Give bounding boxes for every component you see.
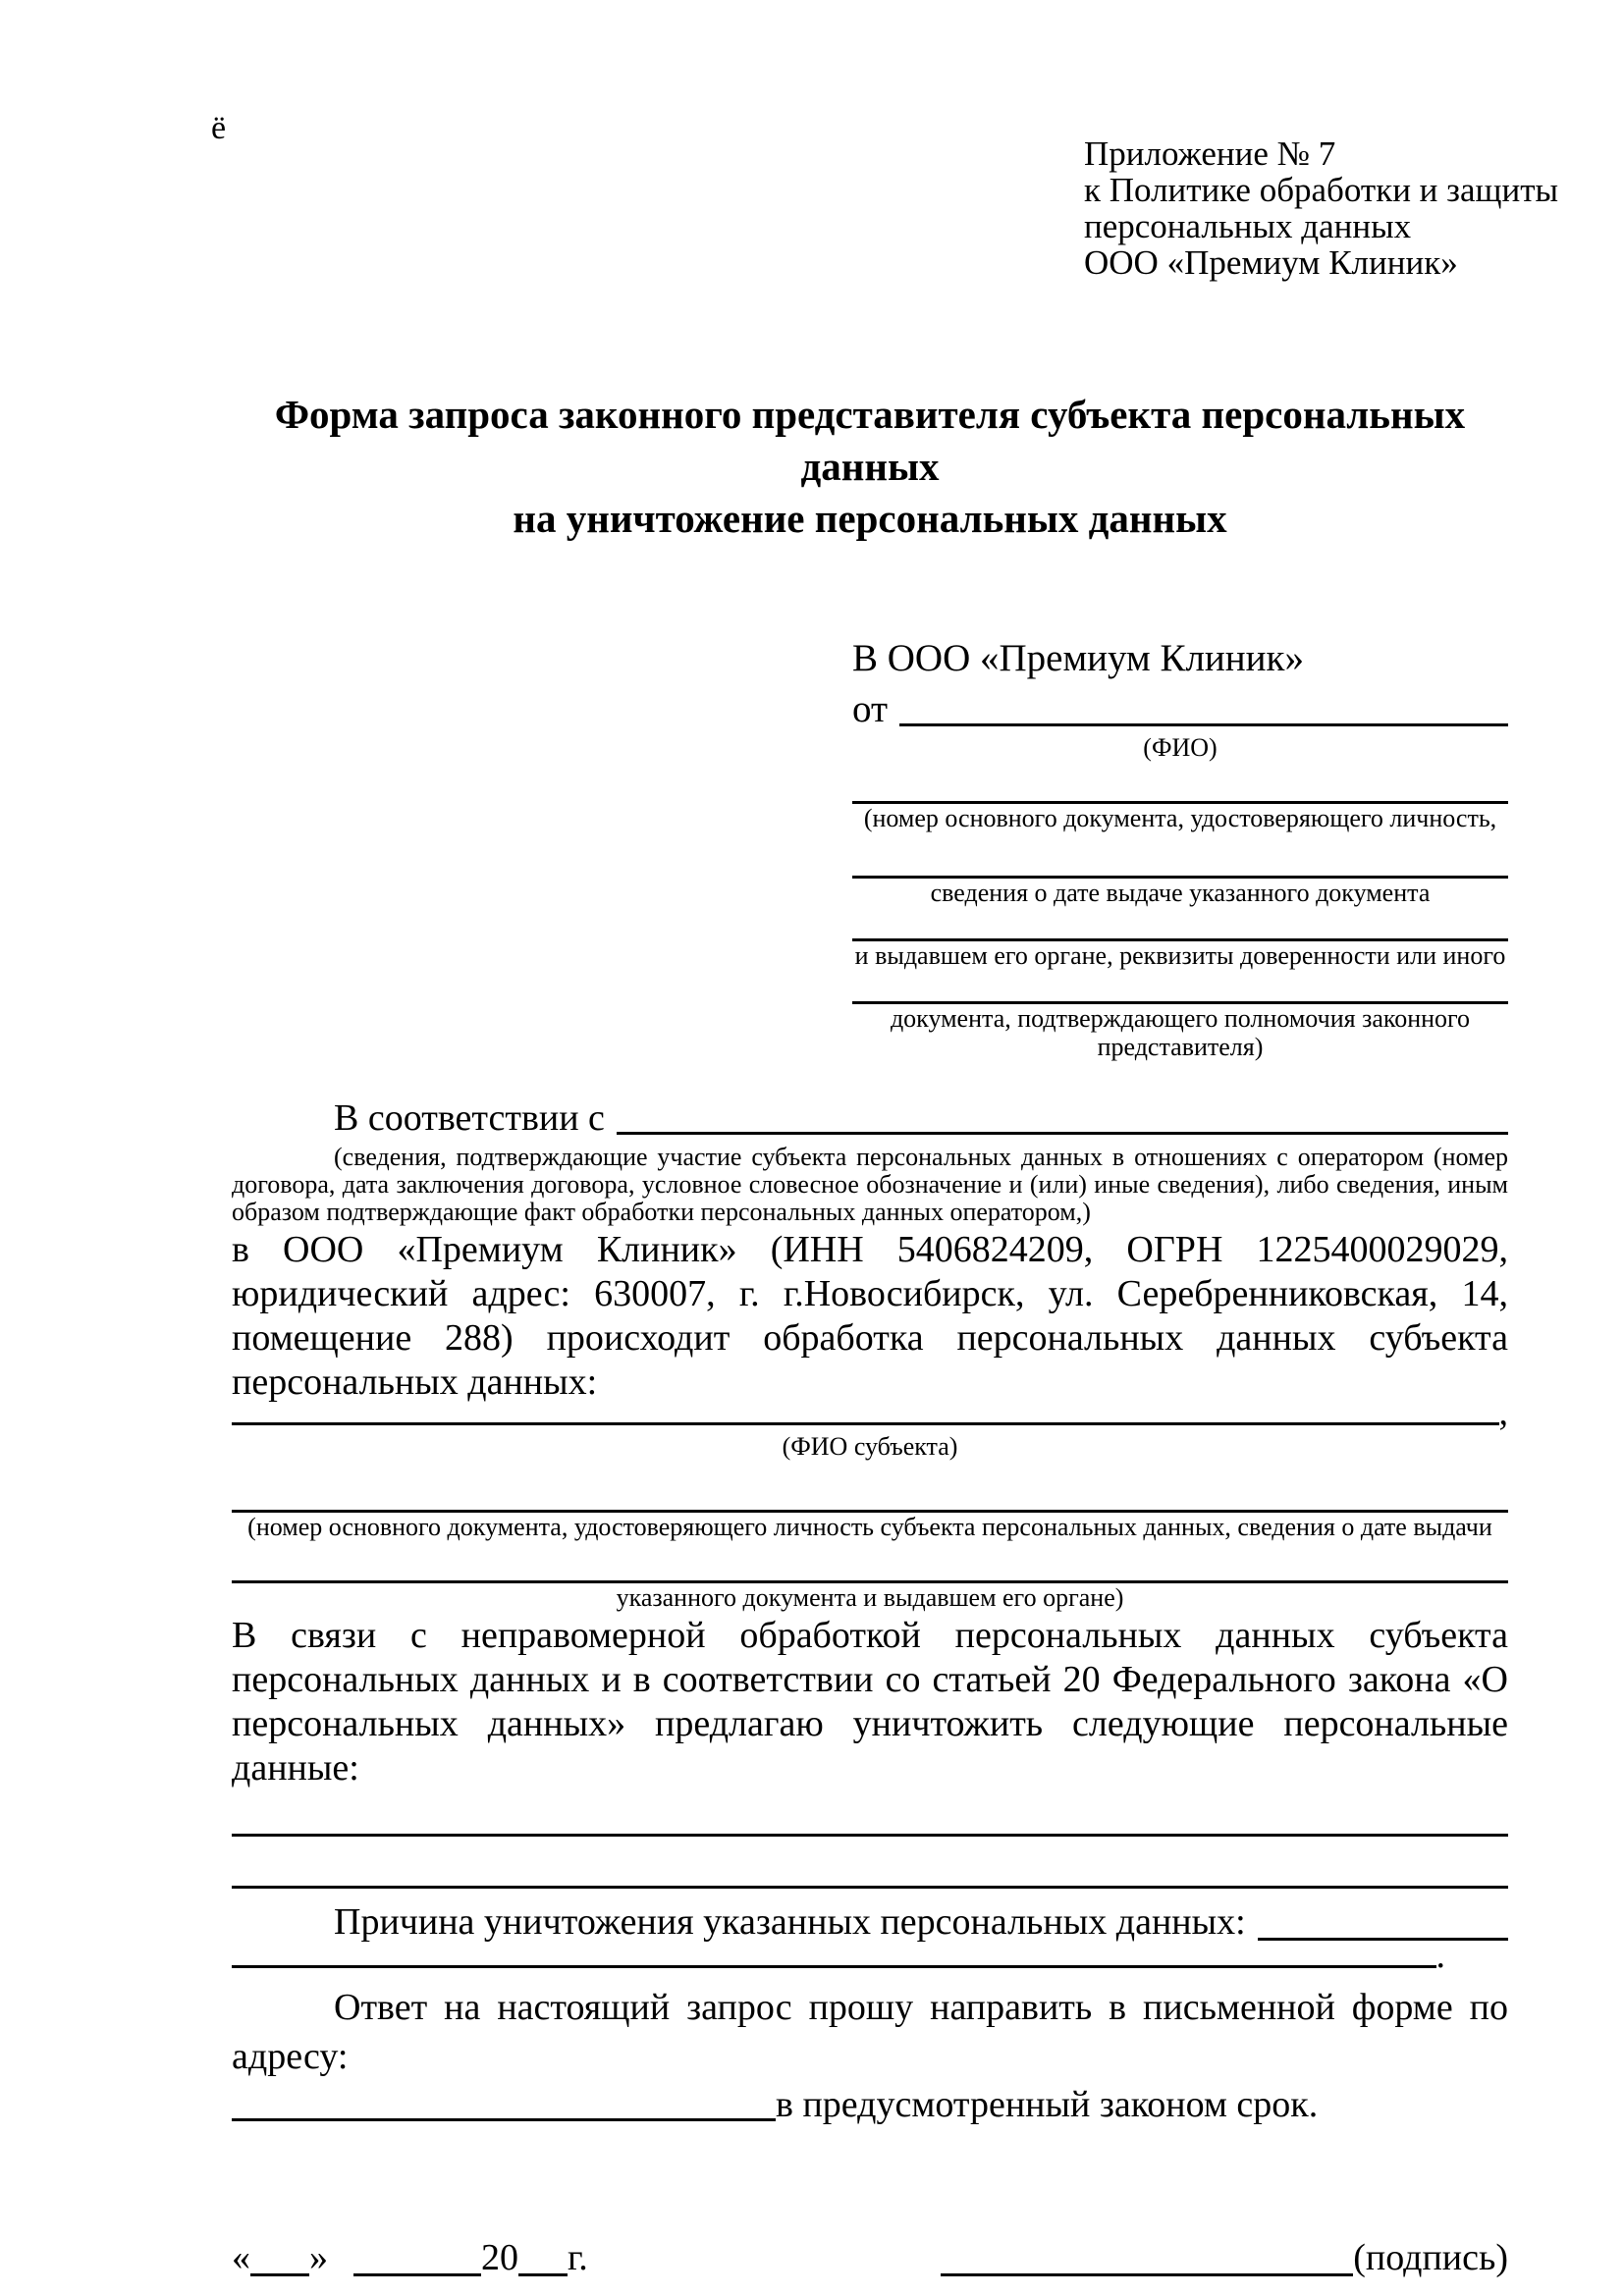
appendix-line-2: к Политике обработки и защиты <box>1084 171 1559 209</box>
signature-row <box>232 2234 1508 2281</box>
signature-blank-line <box>941 2244 1353 2276</box>
representative-doc-number-blank-line <box>852 762 1508 804</box>
trailing-comma: , <box>1498 1392 1508 1433</box>
accordance-row <box>232 1095 1508 1142</box>
caption-subject-fio: (ФИО субъекта) <box>782 1432 958 1461</box>
form-title <box>232 389 1508 545</box>
addressee-block <box>852 635 1508 1061</box>
form-title-line2: на уничтожение персональных данных <box>513 496 1227 541</box>
reply-address-row <box>232 2081 1508 2128</box>
caption-subject-doc-issuer: указанного документа и выдавшем его органе) <box>616 1583 1124 1612</box>
appendix-line-1: Приложение № 7 <box>1084 134 1336 173</box>
date-field <box>232 2234 588 2281</box>
date-open-quote: « <box>232 2237 250 2278</box>
data-to-destroy-blank-line-2 <box>232 1837 1508 1889</box>
data-to-destroy-blank-line-1 <box>232 1790 1508 1837</box>
subject-name-blank-line <box>232 1422 1499 1425</box>
caption-power-of-attorney: документа, подтверждающего полномочия законного представителя) <box>890 1004 1471 1061</box>
date-close-quote: » <box>309 2237 328 2278</box>
from-row <box>852 686 1508 733</box>
reason-row <box>232 1896 1508 1948</box>
reply-paragraph: Ответ на настоящий запрос прошу направить в письменной форме по адресу: <box>232 1987 1508 2077</box>
representative-name-blank-line <box>899 686 1508 726</box>
accordance-lead: В соответствии с <box>334 1097 605 1139</box>
signature-field <box>941 2234 1508 2281</box>
signature-caption: (подпись) <box>1353 2237 1508 2278</box>
caption-subject-doc: (номер основного документа, удостоверяющего личность субъекта персональных данных, сведения о дате выдачи <box>247 1513 1492 1541</box>
power-of-attorney-blank-line <box>852 970 1508 1004</box>
reason-blank-line-2 <box>232 1965 1436 1968</box>
caption-fio: (ФИО) <box>1143 733 1218 762</box>
from-label: от <box>852 688 889 730</box>
caption-issue-date: сведения о дате выдаче указанного документа <box>930 879 1431 907</box>
appendix-line-3: персональных данных <box>1084 207 1412 245</box>
date-day-blank <box>250 2244 309 2276</box>
addressee-to: В ООО «Премиум Клиник» <box>852 637 1304 679</box>
appendix-block <box>1084 0 1559 282</box>
reason-continuation-row <box>232 1935 1508 1976</box>
date-month-blank <box>353 2244 481 2276</box>
caption-doc-number: (номер основного документа, удостоверяющего личность, <box>863 804 1497 832</box>
reply-tail: в предусмотренный законом срок. <box>776 2084 1319 2125</box>
page-content <box>232 0 1559 2281</box>
issuing-authority-blank-line <box>852 907 1508 941</box>
appendix-line-4: ООО «Премиум Клиник» <box>1084 243 1458 282</box>
date-century: 20 <box>481 2237 518 2278</box>
date-year-blank <box>518 2244 568 2276</box>
reason-label: Причина уничтожения указанных персональных данных: <box>334 1901 1246 1943</box>
subject-name-row <box>232 1392 1508 1433</box>
accordance-fine-print: (сведения, подтверждающие участие субъекта персональных данных в отношениях с оператором (номер договора, дата заключения договора, условное словесное обозначение и (или) иные сведения), либо сведения, иным образом подтверждающие факт обработки персональных данных оператором,) <box>232 1143 1508 1226</box>
subject-doc-issuer-blank-line <box>232 1541 1508 1583</box>
stray-letter: ё <box>211 110 227 146</box>
operator-paragraph: в ООО «Премиум Клиник» (ИНН 5406824209, ОГРН 1225400029029, юридический адрес: 630007, г. г.Новосибирск, ул. Серебренниковская, 14, помещение 288) происходит обработка персональных данных субъекта персональных данных: <box>232 1229 1508 1403</box>
reply-address-blank-line <box>232 2081 776 2121</box>
trailing-period: . <box>1435 1935 1445 1976</box>
accordance-blank-line <box>617 1095 1508 1135</box>
representative-doc-date-blank-line <box>852 832 1508 879</box>
caption-issuing-authority: и выдавшем его органе, реквизиты доверенности или иного <box>854 941 1506 970</box>
reason-blank-line <box>1258 1896 1508 1941</box>
form-title-line1: Форма запроса законного представителя субъекта персональных данных <box>274 392 1466 489</box>
date-year-suffix: г. <box>568 2237 588 2278</box>
demand-paragraph: В связи с неправомерной обработкой персональных данных субъекта персональных данных и в соответствии со статьей 20 Федерального закона «О персональных данных» предлагаю уничтожить следующие персональные данные: <box>232 1615 1508 1789</box>
subject-doc-blank-line <box>232 1461 1508 1513</box>
